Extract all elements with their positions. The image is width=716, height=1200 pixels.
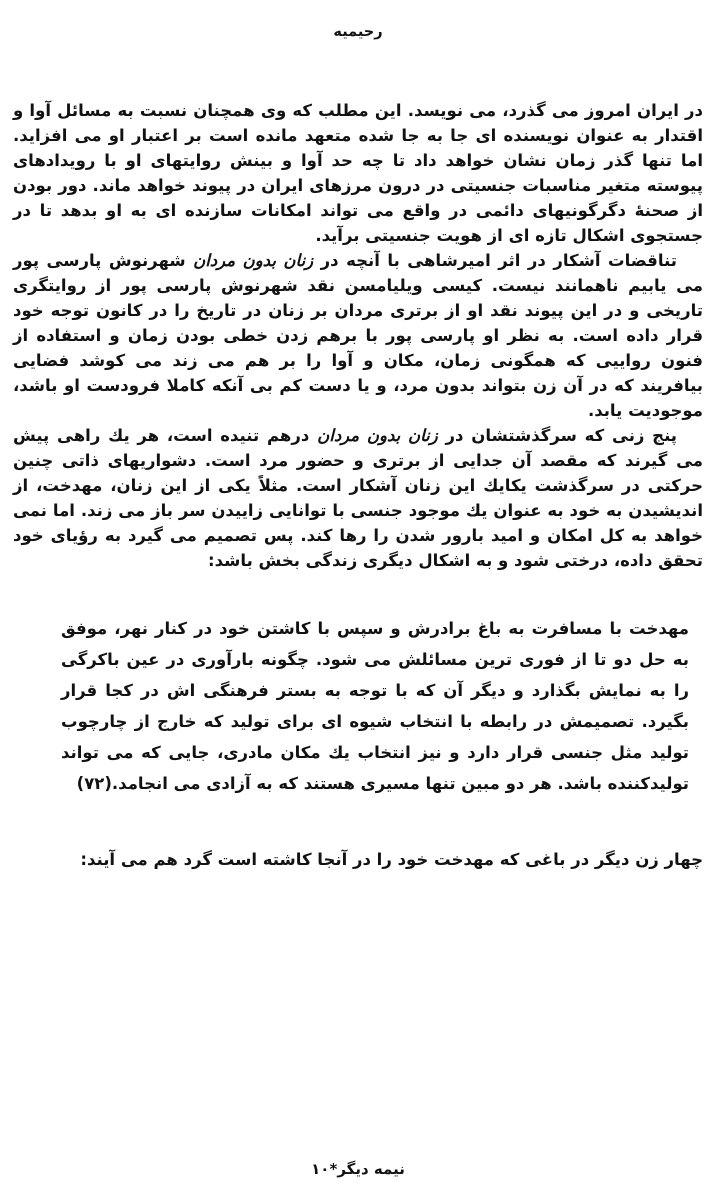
paragraph	[13, 248, 703, 423]
paragraph	[13, 423, 703, 573]
book-title-italic: زنان بدون مردان	[317, 426, 438, 445]
paragraph-text: پنج زنی كه سرگذشتشان در	[437, 426, 678, 445]
body-text	[13, 98, 703, 872]
running-head-title: رحيميه	[333, 24, 383, 40]
paragraph-continuation: در ايران امروز می گذرد، می نويسد. اين مطلب كه وی همچنان نسبت به مسائل آوا و اقتدار به عنوان نويسنده ای جا به جا شده متعهد مانده است بر اعتبار او می افزايد. اما تنها گذر زمان نشان خواهد داد تا چه حد آوا و بينش روايتهای او با رويدادهای پيوسته متغير مناسبات جنسيتی در درون مرزهای ايران در پيوند خواهد ماند. دور بودن از صحنهٔ دگرگونيهای دائمی در واقع می تواند امكانات سازنده ای به او بدهد تا در جستجوی اشكال تازه ای از هويت جنسيتی برآيد.	[13, 101, 703, 245]
page-footer-journal-number: نيمه ديگر*١٠	[311, 1160, 405, 1178]
paragraph-closing: چهار زن ديگر در باغی كه مهدخت خود را در آنجا كاشته است گرد هم می آيند:	[80, 850, 703, 869]
paragraph-text: تناقضات آشكار در اثر اميرشاهی با آنچه در	[313, 251, 677, 270]
book-title-italic: زنان بدون مردان	[193, 251, 314, 270]
block-quotation: مهدخت با مسافرت به باغ برادرش و سپس با كاشتن خود در كنار نهر، موفق به حل دو تا از فوری ترين مسائلش می شود. چگونه بارآوری در عين باكرگی را به نمايش بگذارد و ديگر آن كه با توجه به بستر فرهنگی اش در كجا قرار بگيرد. تصميمش در رابطه با انتخاب شيوه ای برای توليد كه خارج از چارچوب توليد مثل جنسی قرار دارد و نيز انتخاب يك مكان مادری، جايی كه می تواند توليدكننده باشد. هر دو مبين تنها مسيری هستند كه به آزادی می انجامد.(٧٢)	[61, 619, 689, 793]
paragraph-text: درهم تنيده است، هر يك راهی پيش می گيرند كه مقصد آن جدايی از برتری و حضور مرد است. دشواريهای ذاتی چنين حركتی در سرگذشت يكايك اين زنان آشكار است. مثلاً يكی از اين زنان، مهدخت، از انديشيدن به خود به عنوان يك موجود جنسی با توانايی زاييدن سر باز می زند. اما نمی خواهد به كل امكان و اميد بارور شدن را رها كند. پس تصميم می گيرد به رؤيای خود تحقق داده، درختی شود و به اشكال ديگری زندگی بخش باشد:	[13, 426, 703, 570]
paragraph-text: شهرنوش پارسی پور می يابيم ناهمانند نيست. كيسی ويليامسن نقد شهرنوش پارسی پور از روايتگری تاريخی و در اين پيوند نقد او از برتری مردان بر زنان در تاريخ را در كانون توجه خود قرار داده است. به نظر او پارسی پور با برهم زدن خطی بودن زمان و استفاده از فنون روايیی كه همگونی زمان، مكان و آوا را بر هم می زند می كوشد فضايی بيافريند كه در آن زن بتواند بدون مرد، و يا دست كم بی آنكه كاملا فرودست او باشد، موجوديت يابد.	[13, 251, 703, 420]
